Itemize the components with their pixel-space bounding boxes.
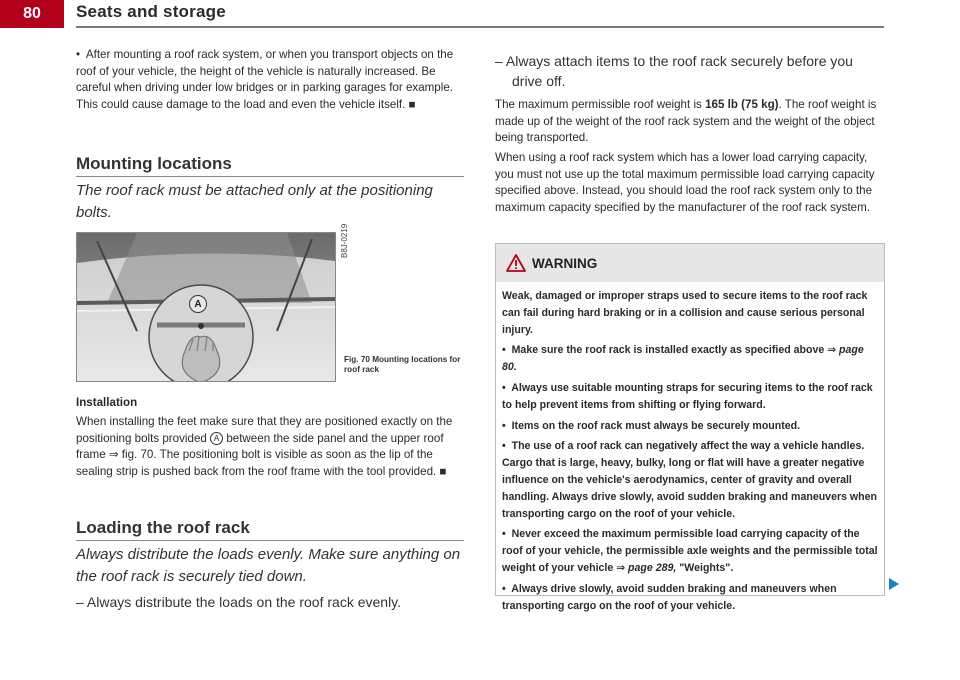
warning-bullet bbox=[502, 581, 878, 615]
figure-roof-mounting bbox=[76, 232, 336, 382]
loading-intro: Always distribute the loads evenly. Make sure anything on the roof rack is securely tied down. bbox=[76, 546, 461, 585]
bullet-marker: • bbox=[502, 419, 506, 432]
bullet-marker: • bbox=[76, 48, 81, 61]
installation-text-post: between the side panel and the upper roof frame ⇒ fig. 70. The positioning bolt is visible as soon as the lip of the sealing strip is pushed back from the roof frame with the tool provided. bbox=[76, 431, 444, 478]
warning-bullet-text: Items on the roof rack must always be securely mounted. bbox=[511, 419, 801, 432]
warning-bullet bbox=[502, 380, 878, 414]
inline-callout-a: A bbox=[210, 432, 223, 445]
bullet-marker: • bbox=[502, 528, 506, 541]
page-reference: ⇒ page 289, bbox=[616, 561, 677, 574]
installation-text-pre: When installing the feet make sure that they are positioned exactly on the positioning bolts provided bbox=[76, 415, 453, 445]
warning-intro: Weak, damaged or improper straps used to secure items to the roof rack can fail during hard braking or in a collision and cause serious personal injury. bbox=[502, 290, 868, 336]
warning-bullet-text: Always use suitable mounting straps for securing items to the roof rack to help prevent items from shifting or flying forward. bbox=[502, 381, 873, 411]
lower-capacity-note: When using a roof rack system which has a lower load carrying capacity, you must not use up the total maximum permissible load carrying capacity specified above. Instead, you should load the roof rack system only to the maximum capacity specified by the manufacturer of the roof rack system. bbox=[495, 151, 875, 214]
heading-rule bbox=[76, 176, 464, 177]
heading-mounting-locations: Mounting locations bbox=[76, 154, 232, 173]
step-attach-items bbox=[495, 51, 853, 91]
warning-bullet-text: Make sure the roof rack is installed exactly as specified above bbox=[511, 344, 825, 357]
warning-bullet-text: Always drive slowly, avoid sudden braking and maneuvers when transporting cargo on the roof of your vehicle. bbox=[502, 582, 837, 612]
step-attach-line1: – Always attach items to the roof rack securely before you bbox=[495, 53, 853, 69]
bullet-marker: • bbox=[502, 381, 506, 394]
page-reference: ⇒ page 80. bbox=[502, 344, 864, 374]
max-roof-weight-post: . The roof weight is made up of the weight of the roof rack system and the weight of the object being transported. bbox=[495, 98, 877, 145]
end-mark: ■ bbox=[408, 97, 416, 111]
max-roof-weight bbox=[495, 97, 883, 147]
warning-bullet bbox=[502, 526, 878, 576]
warning-bullet bbox=[502, 418, 878, 435]
mounting-intro: The roof rack must be attached only at the positioning bolts. bbox=[76, 182, 433, 221]
figure-caption: Fig. 70 Mounting locations for roof rack bbox=[344, 355, 461, 374]
warning-box bbox=[495, 243, 885, 612]
end-mark: ■ bbox=[439, 464, 447, 478]
warning-bullet-text: The use of a roof rack can negatively affect the way a vehicle handles. Cargo that is large, heavy, bulky, long or flat will have a greater negative influence on the vehicle's aerodynamics, center of gravity and overall handling. Always drive slowly, avoid sudden braking and maneuvers when transporting cargo on the roof of your vehicle. bbox=[502, 440, 877, 520]
bullet-marker: • bbox=[502, 440, 506, 453]
callout-a: A bbox=[189, 295, 207, 313]
header-rule bbox=[76, 26, 884, 28]
section-title: Seats and storage bbox=[76, 2, 226, 21]
page-number: 80 bbox=[0, 0, 64, 28]
max-roof-weight-value: 165 lb (75 kg) bbox=[705, 98, 779, 111]
max-roof-weight-pre: The maximum permissible roof weight is bbox=[495, 98, 702, 111]
heading-loading-roof-rack: Loading the roof rack bbox=[76, 518, 250, 537]
warning-bullet bbox=[502, 438, 878, 522]
warning-bullet bbox=[502, 342, 878, 376]
warning-title: WARNING bbox=[532, 255, 598, 271]
warning-content bbox=[502, 288, 878, 614]
bullet-marker: • bbox=[502, 582, 506, 595]
warning-bullet-text: Never exceed the maximum permissible load carrying capacity of the roof of your vehicle, the permissible axle weights and the permissible total weight of your vehicle bbox=[502, 528, 878, 574]
step-attach-line2: drive off. bbox=[512, 73, 566, 89]
warning-bullet-text: "Weights". bbox=[679, 561, 734, 574]
figure-code: B8J-0219 bbox=[340, 223, 349, 258]
step-distribute-loads: – Always distribute the loads on the roof rack evenly. bbox=[76, 594, 402, 610]
warning-header bbox=[496, 244, 884, 282]
roof-height-text: After mounting a roof rack system, or when you transport objects on the roof of your vehicle, the height of the vehicle is naturally increased. Be careful when driving under low bridges or in parking garages for example. This could cause damage to the load and even the vehicle itself. bbox=[76, 48, 454, 111]
subheading-installation: Installation bbox=[76, 396, 138, 409]
roof-height-note bbox=[76, 47, 464, 113]
continue-arrow-icon bbox=[888, 577, 900, 591]
warning-triangle-icon bbox=[506, 254, 526, 272]
bullet-marker: • bbox=[502, 344, 506, 357]
heading-rule bbox=[76, 540, 464, 541]
installation-text bbox=[76, 414, 464, 480]
